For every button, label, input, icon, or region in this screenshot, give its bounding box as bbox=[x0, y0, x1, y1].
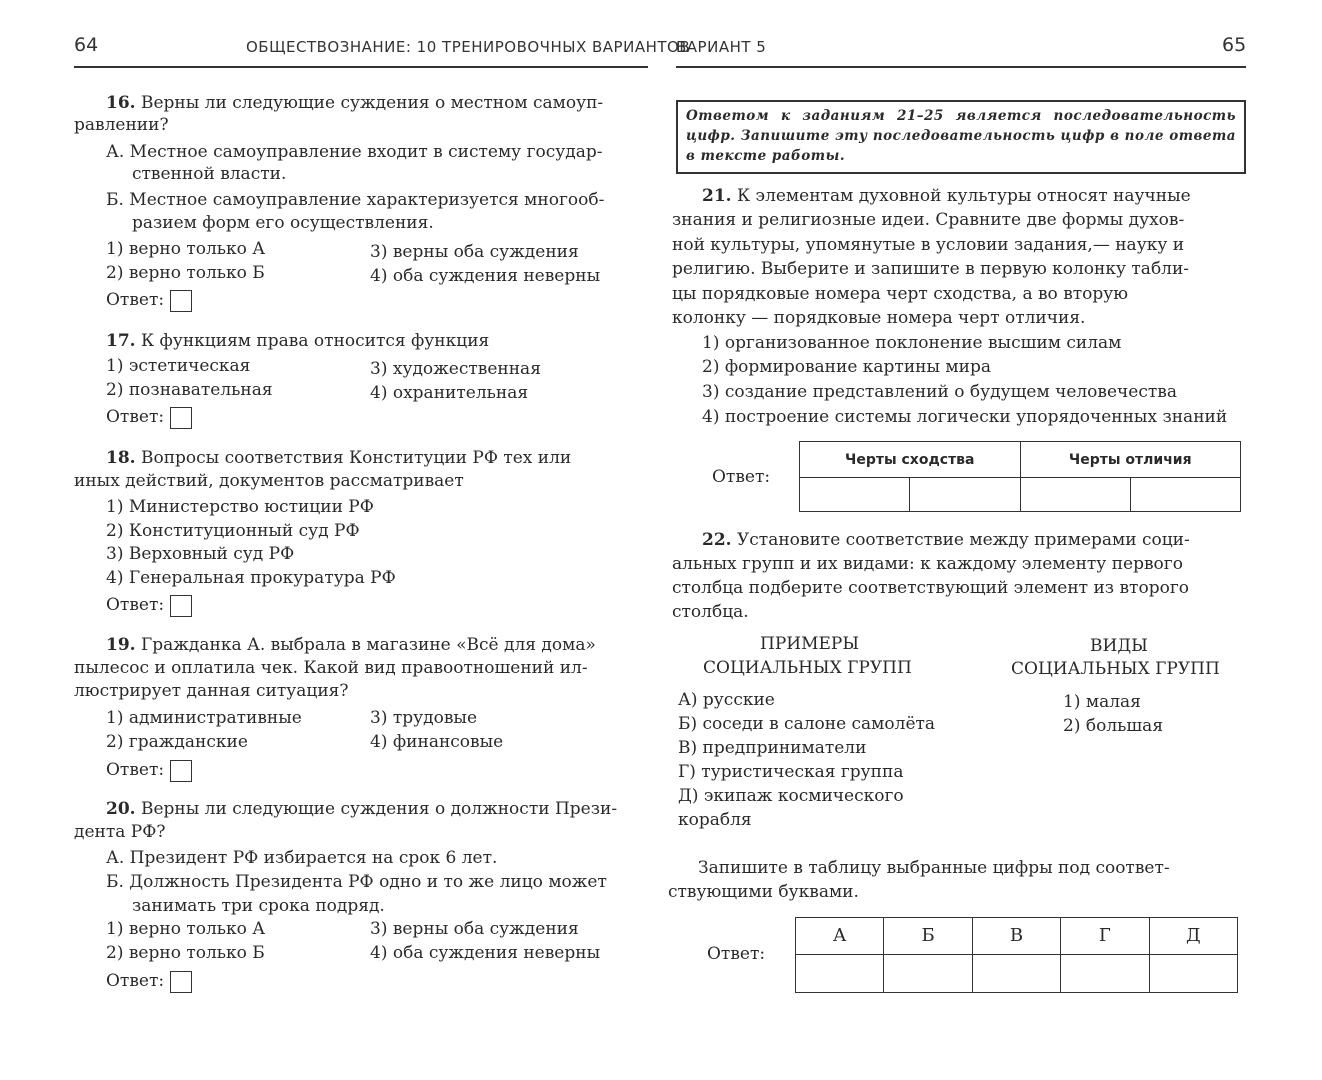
option-2: 2) познавательная bbox=[106, 380, 273, 400]
table-instruction: Запишите в таблицу выбранные цифры под соответ- bbox=[698, 858, 1170, 878]
statement-b: разием форм его осуществления. bbox=[132, 213, 434, 233]
group-example-item: Д) экипаж космического bbox=[678, 786, 904, 806]
option-3: 3) Верховный суд РФ bbox=[106, 544, 295, 564]
option-3: 3) верны оба суждения bbox=[370, 242, 579, 262]
option-2: 2) Конституционный суд РФ bbox=[106, 521, 360, 541]
option-3: 3) художественная bbox=[370, 359, 541, 379]
letter-cell: А bbox=[796, 918, 884, 955]
answer-label: Ответ: bbox=[712, 467, 771, 487]
right-running-header: ВАРИАНТ 5 bbox=[676, 38, 767, 56]
left-page-number: 64 bbox=[74, 34, 99, 56]
group-example-item: В) предприниматели bbox=[678, 738, 867, 758]
question-21-line: религию. Выберите и запишите в первую колонку табли- bbox=[672, 259, 1190, 279]
option-4: 4) охранительная bbox=[370, 383, 529, 403]
option-4: 4) Генеральная прокуратура РФ bbox=[106, 568, 396, 588]
left-running-header: ОБЩЕСТВОЗНАНИЕ: 10 ТРЕНИРОВОЧНЫХ ВАРИАНТОВ bbox=[246, 38, 691, 56]
option-3: 3) создание представлений о будущем человечества bbox=[702, 382, 1177, 402]
option-1: 1) административные bbox=[106, 708, 302, 728]
table-instruction: ствующими буквами. bbox=[668, 882, 859, 902]
option-2: 2) гражданские bbox=[106, 732, 248, 752]
letter-cell: Д bbox=[1149, 918, 1237, 955]
left-header-rule bbox=[74, 66, 648, 68]
answer-box[interactable] bbox=[170, 407, 192, 429]
answer-box[interactable] bbox=[170, 971, 192, 993]
answer-row: Ответ: bbox=[106, 758, 192, 782]
answer-row: Ответ: bbox=[106, 288, 192, 312]
statement-a: ственной власти. bbox=[132, 164, 287, 184]
group-example-item: Б) соседи в салоне самолёта bbox=[678, 714, 936, 734]
answer-cell[interactable] bbox=[972, 955, 1060, 993]
group-example-item: корабля bbox=[678, 810, 752, 830]
group-type-item: 2) большая bbox=[1063, 716, 1164, 736]
statement-b: Б. Местное самоуправление характеризуется многооб- bbox=[106, 190, 605, 210]
answer-cell[interactable] bbox=[910, 478, 1020, 512]
similarity-difference-table bbox=[799, 441, 1241, 512]
letter-cell: Г bbox=[1061, 918, 1149, 955]
answer-cell[interactable] bbox=[1149, 955, 1237, 993]
answer-row: Ответ: bbox=[106, 405, 192, 429]
question-18-line: 18. Вопросы соответствия Конституции РФ тех или bbox=[106, 448, 572, 468]
right-page-number: 65 bbox=[1222, 34, 1247, 56]
answer-box[interactable] bbox=[170, 595, 192, 617]
right-header-rule bbox=[676, 66, 1246, 68]
option-2: 2) верно только Б bbox=[106, 943, 265, 963]
answer-row: Ответ: bbox=[106, 593, 192, 617]
answer-box[interactable] bbox=[170, 760, 192, 782]
column-heading-examples: ПРИМЕРЫ bbox=[760, 634, 860, 654]
instruction-note: Ответом к заданиям 21–25 является последовательность цифр. Запишите эту последовательность цифр в поле ответа в тексте работы. bbox=[676, 100, 1246, 174]
question-21-line: ной культуры, упомянутые в условии задания,— науку и bbox=[672, 235, 1185, 255]
option-1: 1) верно только А bbox=[106, 239, 266, 259]
question-22-line: столбца. bbox=[672, 602, 749, 622]
answer-cell[interactable] bbox=[884, 955, 972, 993]
option-1: 1) организованное поклонение высшим силам bbox=[702, 333, 1122, 353]
group-example-item: Г) туристическая группа bbox=[678, 762, 904, 782]
letter-cell: Б bbox=[884, 918, 972, 955]
question-22-line: альных групп и их видами: к каждому элементу первого bbox=[672, 554, 1183, 574]
answer-label: Ответ: bbox=[707, 944, 766, 964]
option-4: 4) оба суждения неверны bbox=[370, 943, 601, 963]
option-2: 2) формирование картины мира bbox=[702, 357, 991, 377]
option-1: 1) Министерство юстиции РФ bbox=[106, 497, 374, 517]
option-2: 2) верно только Б bbox=[106, 263, 265, 283]
column-heading-types: ВИДЫ bbox=[1090, 636, 1148, 656]
option-4: 4) построение системы логически упорядоченных знаний bbox=[702, 407, 1228, 427]
statement-a: А. Местное самоуправление входит в систему государ- bbox=[106, 142, 603, 162]
answer-row: Ответ: bbox=[106, 969, 192, 993]
question-17-line: 17. К функциям права относится функция bbox=[106, 331, 490, 351]
column-heading-examples: СОЦИАЛЬНЫХ ГРУПП bbox=[703, 658, 912, 678]
option-1: 1) эстетическая bbox=[106, 356, 251, 376]
column-heading-types: СОЦИАЛЬНЫХ ГРУПП bbox=[1011, 659, 1220, 679]
question-19-line: 19. Гражданка А. выбрала в магазине «Всё для дома» bbox=[106, 635, 596, 655]
question-21-line: цы порядковые номера черт сходства, а во вторую bbox=[672, 284, 1129, 304]
question-22-line: столбца подберите соответствующий элемент из второго bbox=[672, 578, 1189, 598]
question-22-line: 22. Установите соответствие между примерами соци- bbox=[702, 530, 1190, 550]
group-example-item: А) русские bbox=[678, 690, 775, 710]
option-4: 4) оба суждения неверны bbox=[370, 266, 601, 286]
answer-box[interactable] bbox=[170, 290, 192, 312]
option-3: 3) трудовые bbox=[370, 708, 478, 728]
statement-b: занимать три срока подряд. bbox=[132, 896, 385, 916]
question-20-line: 20. Верны ли следующие суждения о должности Прези- bbox=[106, 799, 618, 819]
statement-b: Б. Должность Президента РФ одно и то же лицо может bbox=[106, 872, 607, 892]
answer-cell[interactable] bbox=[800, 478, 910, 512]
letter-cell: В bbox=[972, 918, 1060, 955]
question-21-line: колонку — порядковые номера черт отличия. bbox=[672, 308, 1086, 328]
question-20-line: дента РФ? bbox=[74, 822, 166, 842]
question-18-line: иных действий, документов рассматривает bbox=[74, 471, 464, 491]
question-19-line: пылесос и оплатила чек. Какой вид правоотношений ил- bbox=[74, 658, 588, 678]
question-19-line: люстрирует данная ситуация? bbox=[74, 681, 349, 701]
option-4: 4) финансовые bbox=[370, 732, 504, 752]
question-16-line: 16. Верны ли следующие суждения о местном самоуп- bbox=[106, 93, 604, 113]
option-1: 1) верно только А bbox=[106, 919, 266, 939]
column-header-difference: Черты отличия bbox=[1020, 442, 1240, 478]
letters-answer-table bbox=[795, 917, 1238, 993]
answer-cell[interactable] bbox=[796, 955, 884, 993]
statement-a: А. Президент РФ избирается на срок 6 лет. bbox=[106, 848, 498, 868]
group-type-item: 1) малая bbox=[1063, 692, 1141, 712]
question-21-line: 21. К элементам духовной культуры относят научные bbox=[702, 186, 1191, 206]
column-header-similarity: Черты сходства bbox=[800, 442, 1021, 478]
option-3: 3) верны оба суждения bbox=[370, 919, 579, 939]
answer-cell[interactable] bbox=[1061, 955, 1149, 993]
answer-cell[interactable] bbox=[1130, 478, 1240, 512]
question-16-line: равлении? bbox=[74, 115, 169, 135]
answer-cell[interactable] bbox=[1020, 478, 1130, 512]
question-21-line: знания и религиозные идеи. Сравните две формы духов- bbox=[672, 210, 1185, 230]
